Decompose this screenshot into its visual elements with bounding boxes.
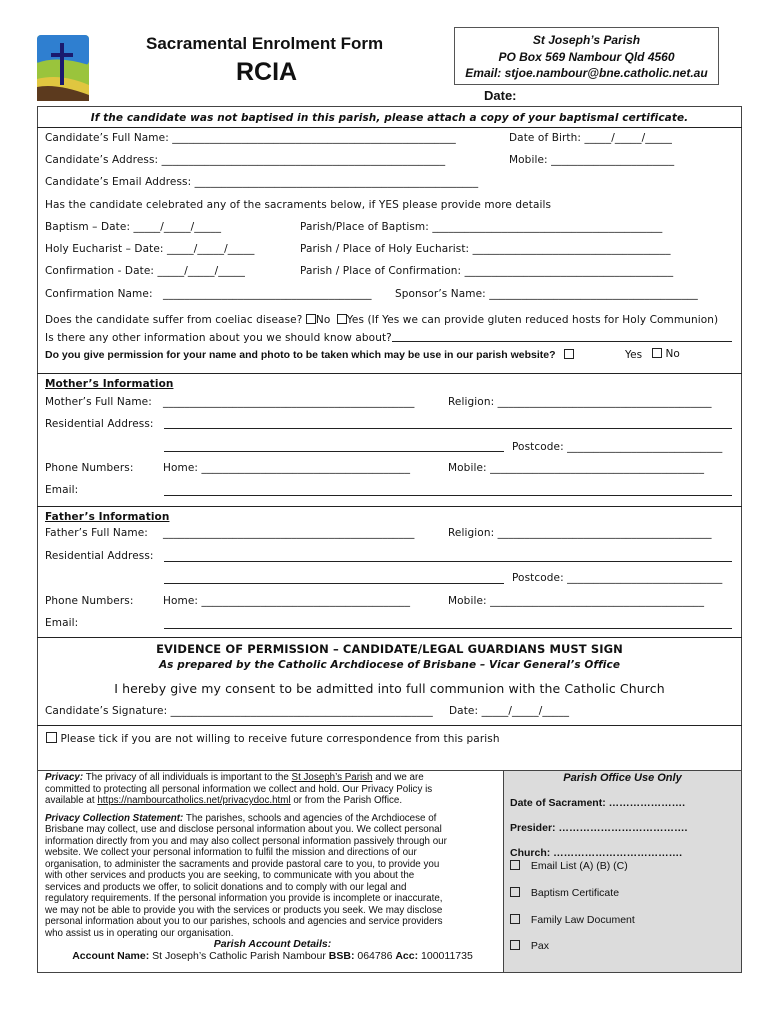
sponsor-name-field[interactable]: Sponsor’s Name: _______________________________________ xyxy=(395,288,698,300)
mother-phone-label: Phone Numbers: xyxy=(45,462,134,474)
candidate-signature-field[interactable]: Candidate’s Signature: _________________________________________________ xyxy=(45,705,433,717)
acc-label: Acc: xyxy=(395,949,419,962)
pax-checkbox[interactable] xyxy=(510,940,520,950)
parish-name: St Joseph’s Parish xyxy=(532,33,641,47)
father-home-field[interactable]: Home: _______________________________________ xyxy=(163,595,411,607)
mother-address-label: Residential Address: xyxy=(45,418,154,430)
candidate-dob-field[interactable]: Date of Birth: _____/_____/_____ xyxy=(509,132,673,144)
pax-label: Pax xyxy=(530,940,550,952)
date-of-sacrament-field[interactable]: Date of Sacrament: …………………. xyxy=(510,797,686,809)
email-list-label: Email List (A) (B) (C) xyxy=(530,860,628,872)
email-list-checkbox[interactable] xyxy=(510,860,520,870)
privacy-policy-link[interactable]: https://nambourcatholics.net/privacydoc.html xyxy=(97,795,291,806)
collection-text: The parishes, schools and agencies of the Archdiocese of xyxy=(185,812,437,824)
photo-question-text: Do you give permission for your name and photo to be taken which may be use in our parish website? xyxy=(45,349,556,361)
bsb-value: 064786 xyxy=(357,949,393,962)
church-field[interactable]: Church: ………………………………. xyxy=(510,847,683,859)
consent-statement: I hereby give my consent to be admitted into full communion with the Catholic Church xyxy=(114,681,665,696)
collection-line-1 xyxy=(45,813,500,825)
father-mobile-field[interactable]: Mobile: ________________________________________ xyxy=(448,595,705,607)
collection-line: regulatory requirements. If the personal information you provide is incomplete or inaccurate, xyxy=(45,893,443,904)
mother-home-field[interactable]: Home: _______________________________________ xyxy=(163,462,411,474)
bsb-label: BSB: xyxy=(328,949,355,962)
coeliac-question xyxy=(45,314,718,326)
father-address-label: Residential Address: xyxy=(45,550,154,562)
candidate-address-field[interactable]: Candidate’s Address: _____________________________________________________ xyxy=(45,154,446,166)
privacy-text xyxy=(45,772,500,962)
candidate-full-name-field[interactable]: Candidate’s Full Name: _____________________________________________________ xyxy=(45,132,456,144)
privacy-text-2: and we are xyxy=(375,772,424,783)
office-item-email-list xyxy=(510,860,628,872)
mother-postcode-field[interactable]: Postcode: _____________________________ xyxy=(512,441,723,453)
collection-line: organisation, to administer the sacraments and provide pastoral care to you, to provide you xyxy=(45,858,440,870)
photo-permission-question xyxy=(45,349,574,361)
form-title: Sacramental Enrolment Form xyxy=(146,34,384,53)
baptism-place-field[interactable]: Parish/Place of Baptism: ___________________________________________ xyxy=(300,221,663,233)
candidate-email-field[interactable]: Candidate’s Email Address: _____________________________________________________ xyxy=(45,176,479,188)
baptism-cert-checkbox[interactable] xyxy=(510,887,520,897)
collection-line: with other services and products you are seeking, to communicate with you about the xyxy=(45,870,415,881)
coeliac-no-label: No xyxy=(315,314,331,326)
presider-field[interactable]: Presider: ………………………………. xyxy=(510,822,688,834)
father-phone-label: Phone Numbers: xyxy=(45,595,134,607)
account-name-label: Account Name: xyxy=(72,949,150,962)
photo-no-option xyxy=(652,348,680,360)
collection-line: personal information about you to our parishes, schools and agencies and service providers xyxy=(45,916,443,927)
baptism-date-field[interactable]: Baptism – Date: _____/_____/_____ xyxy=(45,221,222,233)
date-label: Date: xyxy=(484,88,517,103)
photo-no-checkbox[interactable] xyxy=(652,348,662,358)
evidence-heading: EVIDENCE OF PERMISSION – CANDIDATE/LEGAL GUARDIANS MUST SIGN xyxy=(156,642,623,656)
father-full-name-field[interactable]: _______________________________________________ xyxy=(163,527,415,539)
father-address-line-1[interactable] xyxy=(164,561,732,562)
mother-address-line-1[interactable] xyxy=(164,428,732,429)
signature-date-field[interactable]: Date: _____/_____/_____ xyxy=(449,705,570,717)
photo-yes-label: Yes xyxy=(625,349,643,361)
eucharist-place-field[interactable]: Parish / Place of Holy Eucharist: _____________________________________ xyxy=(300,243,671,255)
eucharist-date-field[interactable]: Holy Eucharist – Date: _____/_____/_____ xyxy=(45,243,255,255)
parish-address: PO Box 569 Nambour Qld 4560 xyxy=(498,50,675,64)
account-details xyxy=(45,951,500,963)
coeliac-question-text: Does the candidate suffer from coeliac disease? xyxy=(45,314,303,326)
other-info-question: Is there any other information about you we should know about? xyxy=(45,332,392,344)
privacy-line-2: committed to protecting all personal information we collect and hold. Our Privacy Policy is xyxy=(45,783,433,795)
mother-full-name-field[interactable]: _______________________________________________ xyxy=(163,396,415,408)
parish-logo xyxy=(37,35,89,101)
coeliac-yes-checkbox[interactable] xyxy=(337,314,347,324)
father-postcode-field[interactable]: Postcode: _____________________________ xyxy=(512,572,723,584)
collection-line: information directly from you and may also collect personal information passively through our xyxy=(45,835,447,847)
confirmation-date-field[interactable]: Confirmation - Date: _____/_____/_____ xyxy=(45,265,245,277)
candidate-mobile-field[interactable]: Mobile: _______________________ xyxy=(509,154,675,166)
privacy-label: Privacy: xyxy=(45,772,84,783)
father-heading: Father’s Information xyxy=(45,511,170,523)
mother-full-name-label: Mother’s Full Name: xyxy=(45,396,152,408)
family-law-label: Family Law Document xyxy=(530,914,635,926)
mother-religion-field[interactable]: Religion: ________________________________________ xyxy=(448,396,712,408)
mother-email-label: Email: xyxy=(45,484,79,496)
mother-address-line-2[interactable] xyxy=(164,451,504,452)
correspondence-checkbox[interactable] xyxy=(46,732,57,743)
sacraments-intro: Has the candidate celebrated any of the sacraments below, if YES please provide more details xyxy=(45,199,552,211)
father-religion-field[interactable]: Religion: ________________________________________ xyxy=(448,527,712,539)
confirmation-name-field[interactable]: _______________________________________ xyxy=(163,288,372,300)
collection-line: Brisbane may collect, use and disclose personal information about you. We collect personal xyxy=(45,824,442,835)
father-address-line-2[interactable] xyxy=(164,583,504,584)
account-heading: Parish Account Details: xyxy=(213,938,332,950)
privacy-line-3 xyxy=(45,795,500,807)
father-full-name-label: Father’s Full Name: xyxy=(45,527,148,539)
photo-yes-checkbox[interactable] xyxy=(564,349,574,359)
parish-email: Email: stjoe.nambour@bne.catholic.net.au xyxy=(465,66,708,80)
office-item-family-law xyxy=(510,914,635,926)
form-subtitle: RCIA xyxy=(236,58,298,86)
collection-line: services and products we offer, to solicit donations and to comply with our legal and xyxy=(45,881,407,893)
mother-email-line[interactable] xyxy=(164,495,732,496)
coeliac-yes-label: Yes (If Yes we can provide gluten reduced hosts for Holy Communion) xyxy=(346,314,719,326)
collection-line: who assist us in operating our organisation. xyxy=(45,927,234,939)
baptism-cert-label: Baptism Certificate xyxy=(530,887,620,899)
collection-line: website. We collect your personal information to fulfil the mission and directions of our xyxy=(45,847,417,858)
evidence-subheading: As prepared by the Catholic Archdiocese of Brisbane – Vicar General’s Office xyxy=(158,659,621,671)
correspondence-label: Please tick if you are not willing to receive future correspondence from this parish xyxy=(60,733,500,745)
coeliac-no-checkbox[interactable] xyxy=(306,314,316,324)
collection-label: Privacy Collection Statement: xyxy=(45,812,184,824)
office-use-heading: Parish Office Use Only xyxy=(563,772,682,784)
correspondence-option xyxy=(46,732,500,745)
confirmation-name-label: Confirmation Name: xyxy=(45,288,153,300)
privacy-text-1: The privacy of all individuals is important to the xyxy=(85,772,289,783)
mother-heading: Mother’s Information xyxy=(45,378,174,390)
other-info-line[interactable] xyxy=(392,341,732,342)
parish-link[interactable]: St Joseph’s Parish xyxy=(291,772,373,783)
privacy-line-3b: or from the Parish Office. xyxy=(293,795,403,806)
mother-mobile-field[interactable]: Mobile: ________________________________________ xyxy=(448,462,705,474)
acc-value: 100011735 xyxy=(421,949,473,962)
father-email-label: Email: xyxy=(45,617,79,629)
privacy-line-1 xyxy=(45,772,500,784)
privacy-line-3a: available at xyxy=(45,795,95,806)
office-item-baptism-cert xyxy=(510,887,619,899)
office-item-pax xyxy=(510,940,549,952)
photo-no-label: No xyxy=(665,348,680,360)
confirmation-place-field[interactable]: Parish / Place of Confirmation: _______________________________________ xyxy=(300,265,674,277)
father-email-line[interactable] xyxy=(164,628,732,629)
family-law-checkbox[interactable] xyxy=(510,914,520,924)
collection-line: we may not be able to provide you with the services or products you seek. We may disclose xyxy=(45,904,443,916)
account-name: St Joseph’s Catholic Parish Nambour xyxy=(152,949,326,962)
baptism-certificate-banner: If the candidate was not baptised in this parish, please attach a copy of your baptismal certificate. xyxy=(90,112,689,124)
